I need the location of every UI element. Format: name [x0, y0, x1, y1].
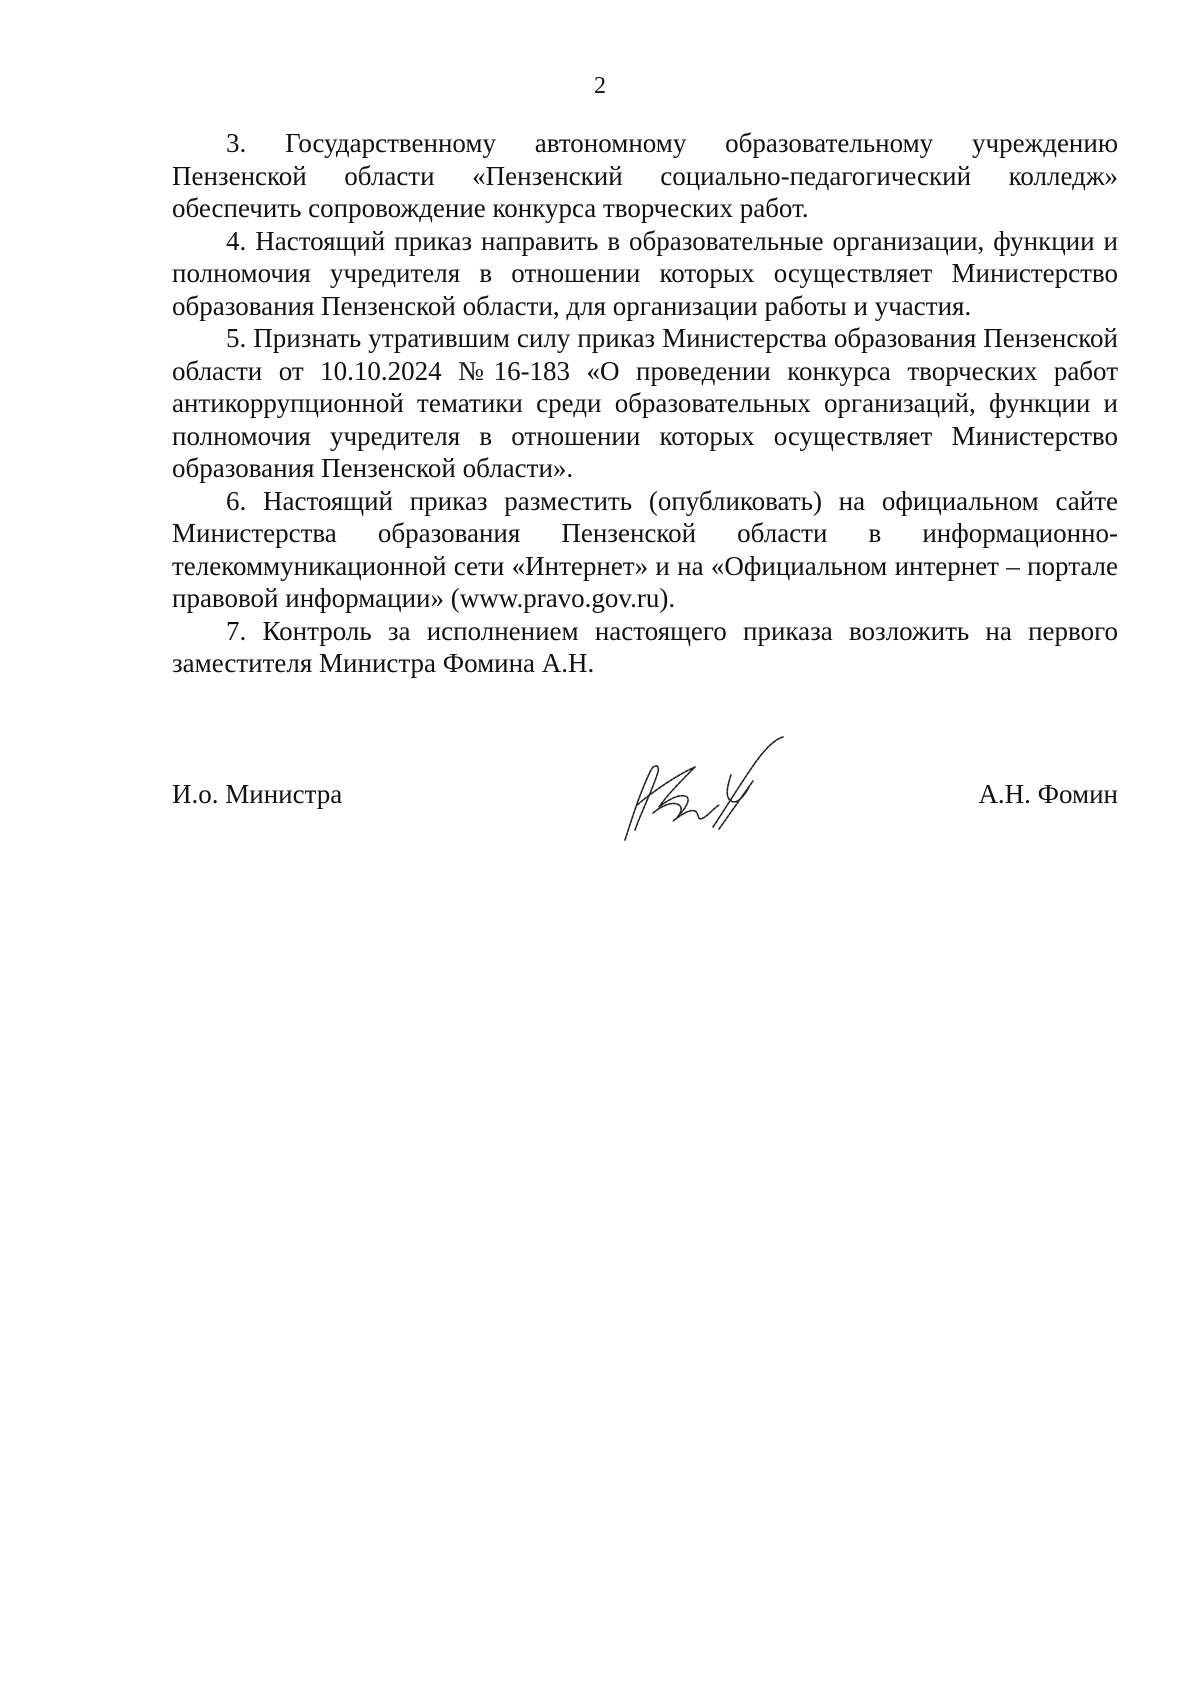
paragraph-6: 6. Настоящий приказ разместить (опубликовать) на официальном сайте Министерства образования Пензенской области в информационно-телекоммуникационной сети «Интернет» и на «Официальном интернет – портале правовой информации» (www.pravo.gov.ru).: [172, 485, 1118, 613]
signer-position: И.о. Министра: [172, 779, 343, 809]
handwritten-signature: [615, 735, 795, 850]
page-number: 2: [594, 73, 606, 99]
paragraph-5: 5. Признать утратившим силу приказ Министерства образования Пензенской области от 10.10.2024 №16-183 «О проведении конкурса творческих работ антикоррупционной тематики среди образовательных организаций, функции и полномочия учредителя в отношении которых осуществляет Министерство образования Пензенской области».: [172, 323, 1118, 483]
document-body: [172, 127, 1118, 680]
paragraph-3: 3. Государственному автономному образовательному учреждению Пензенской области «Пензенский социально-педагогический колледж» обеспечить сопровождение конкурса творческих работ.: [172, 128, 1118, 223]
signer-name: А.Н. Фомин: [978, 779, 1118, 809]
paragraph-7: 7. Контроль за исполнением настоящего приказа возложить на первого заместителя Министра Фомина А.Н.: [172, 615, 1118, 678]
paragraph-4: 4. Настоящий приказ направить в образовательные организации, функции и полномочия учредителя в отношении которых осуществляет Министерство образования Пензенской области, для организации работы и участия.: [172, 225, 1118, 321]
